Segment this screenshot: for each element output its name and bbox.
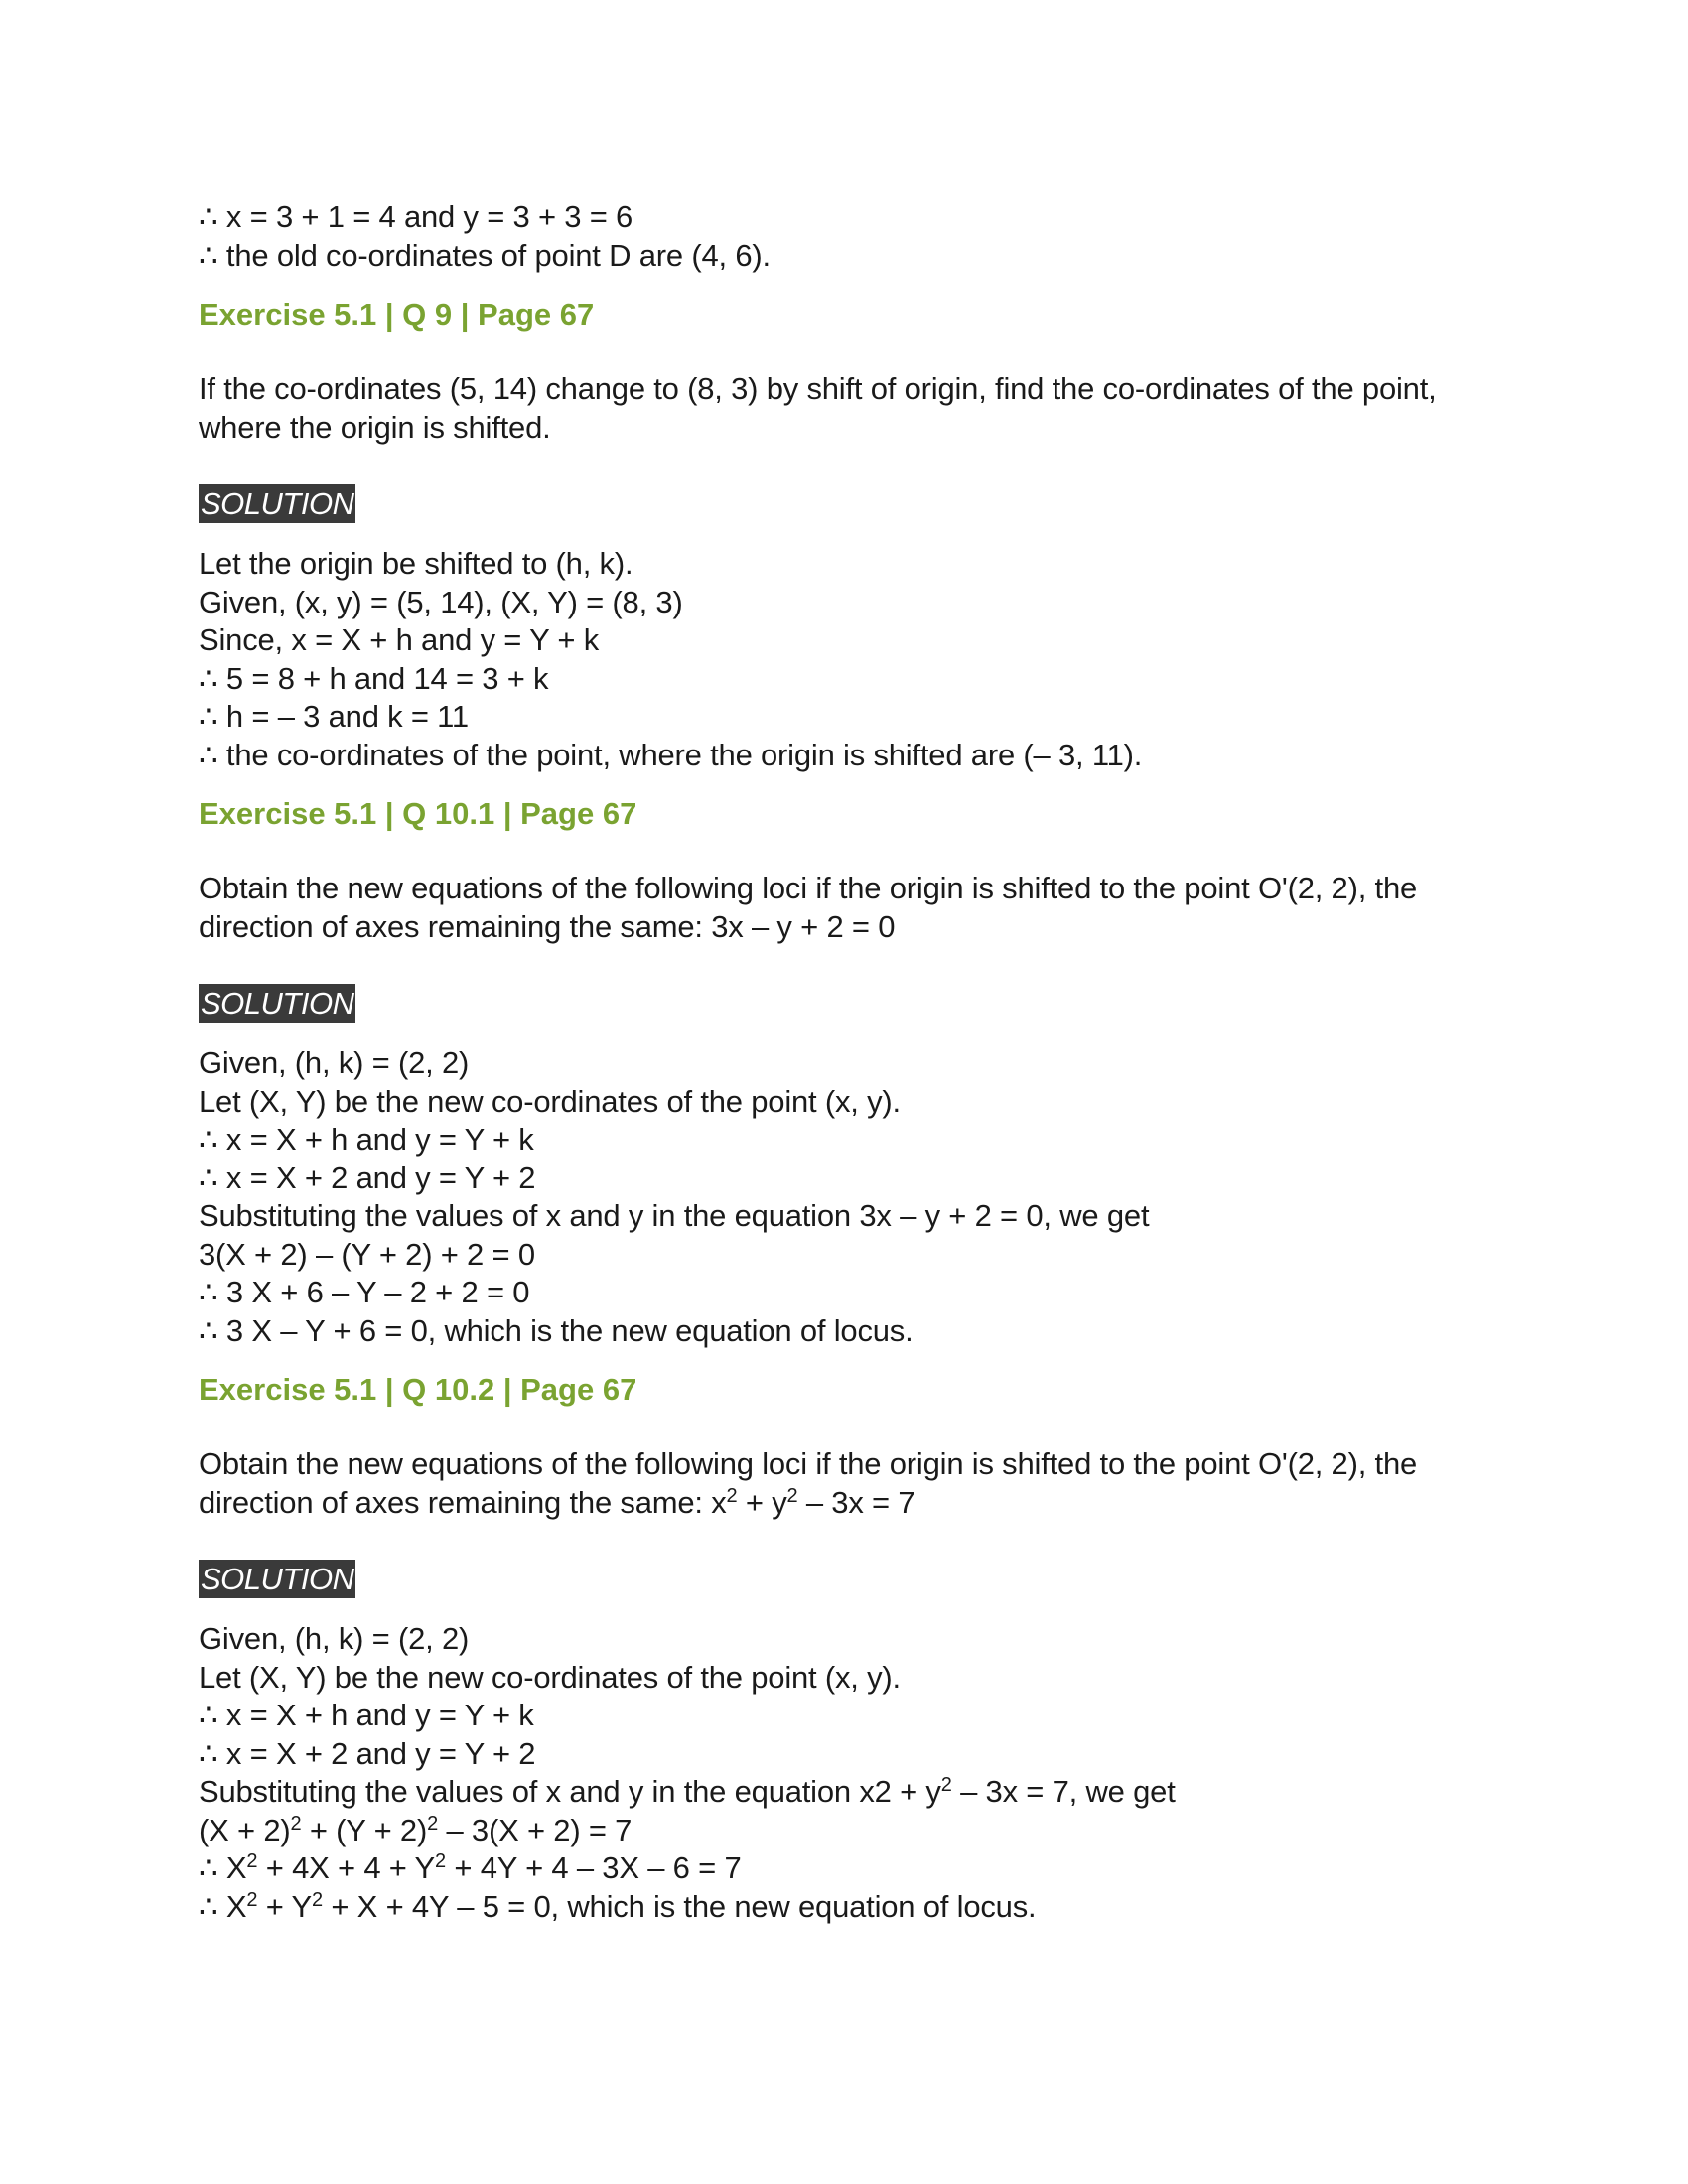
solution-line: Given, (h, k) = (2, 2) <box>199 1621 470 1656</box>
solution-line: Let (X, Y) be the new co-ordinates of the point (x, y). <box>199 1659 901 1695</box>
document-page <box>199 199 1509 1926</box>
intro-line: ∴ the old co-ordinates of point D are (4, 6). <box>199 237 771 273</box>
solution-line: ∴ 3 X + 6 – Y – 2 + 2 = 0 <box>199 1275 530 1309</box>
solution-label: SOLUTION <box>201 1562 354 1596</box>
solution-line: Let the origin be shifted to (h, k). <box>199 546 633 581</box>
intro-line: ∴ x = 3 + 1 = 4 and y = 3 + 3 = 6 <box>199 200 633 234</box>
question-text: Obtain the new equations of the following loci if the origin is shifted to the point O'(2, 2), the direction of axes remaining the same: $x^2 + y^2 - 3x = 7$ <box>199 1446 1418 1520</box>
solution-line: Substituting the values of x and y in the equation $x2 + y^2 - 3x = 7$, we get <box>199 1774 1176 1809</box>
solution-line: ∴ x = X + 2 and y = Y + 2 <box>199 1735 536 1771</box>
solution-line: ∴ $X^2 + Y^2 + X + 4Y - 5 = 0$, which is the new equation of locus. <box>199 1888 1037 1924</box>
solution-line: ∴ x = X + 2 and y = Y + 2 <box>199 1160 536 1195</box>
solution-line: ∴ x = X + h and y = Y + k <box>199 1698 534 1732</box>
solution-line: 3(X + 2) – (Y + 2) + 2 = 0 <box>199 1236 535 1272</box>
solution-line: Substituting the values of x and y in the equation 3x – y + 2 = 0, we get <box>199 1198 1150 1233</box>
solution-line: ∴ h = – 3 and k = 11 <box>199 699 469 734</box>
solution-line: Since, x = X + h and y = Y + k <box>199 622 600 657</box>
exercise-heading: Exercise 5.1 | Q 10.1 | Page 67 <box>199 796 637 831</box>
question-text: If the co-ordinates (5, 14) change to (8, 3) by shift of origin, find the co-ordinates of the point, where the origin is shifted. <box>199 371 1437 445</box>
solution-line: ∴ 5 = 8 + h and 14 = 3 + k <box>199 660 549 696</box>
solution-line: ∴ x = X + h and y = Y + k <box>199 1122 534 1157</box>
solution-label: SOLUTION <box>201 486 354 521</box>
solution-line: Given, (h, k) = (2, 2) <box>199 1045 470 1080</box>
exercise-heading: Exercise 5.1 | Q 9 | Page 67 <box>199 297 595 332</box>
solution-label: SOLUTION <box>201 986 354 1021</box>
solution-line: Let (X, Y) be the new co-ordinates of the point (x, y). <box>199 1083 901 1119</box>
solution-line: ∴ 3 X – Y + 6 = 0, which is the new equation of locus. <box>199 1312 914 1348</box>
solution-line: $(X + 2)^2 + (Y + 2)^2 - 3(X + 2) = 7$ <box>199 1812 633 1847</box>
question-text: Obtain the new equations of the following loci if the origin is shifted to the point O'(2, 2), the direction of axes remaining the same: 3x – y + 2 = 0 <box>199 871 1418 944</box>
solution-line: Given, (x, y) = (5, 14), (X, Y) = (8, 3) <box>199 584 683 619</box>
exercise-heading: Exercise 5.1 | Q 10.2 | Page 67 <box>199 1372 637 1407</box>
solution-line: ∴ the co-ordinates of the point, where the origin is shifted are (– 3, 11). <box>199 737 1143 772</box>
solution-line: ∴ $X^2 + 4X + 4 + Y^2 + 4Y + 4 - 3X - 6 = 7$ <box>199 1850 742 1885</box>
